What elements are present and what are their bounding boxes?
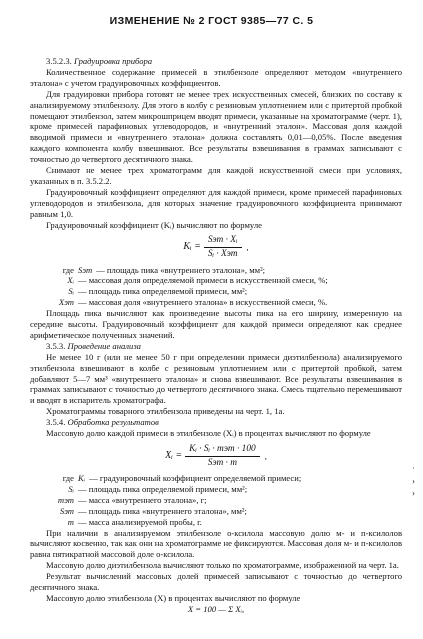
paragraph: Не менее 10 г (или не менее 50 г при определении примеси диэтилбензола) анализируемого этилбензола взвешивают в колбе с резиновым уплотнением или с притертой пробкой, затем добавляют 5—7 мм³ «внутреннего эталона» и снова взвешивают. Все результаты взвешивания в граммах записывают с точностью до четвертого десятичного знака. Смесь тщательно перемешивают и вводят в испаритель хроматографа. (30, 351, 402, 406)
formula-lhs: Xᵢ = (165, 449, 183, 461)
fraction-denominator: Sэт · m (207, 457, 238, 468)
definition-text: — площадь пика «внутреннего эталона», мм²; (96, 264, 266, 275)
paragraph: Результат вычислений массовых долей примесей записывают с точностью до четвертого десятичного знака. (30, 571, 402, 593)
section-number: 3.5.2.3. (46, 56, 72, 66)
definition-symbol: Xᵢ (67, 275, 74, 286)
definition-symbol: Sᵢ (68, 286, 74, 297)
definition-symbol: mэт (57, 494, 74, 505)
fraction-numerator: Kᵢ · Sᵢ · mэт · 100 (185, 444, 260, 457)
paragraph: Количественное содержание примесей в этилбензоле определяют методом «внутреннего эталона» с учетом градуировочных коэффициентов. (30, 66, 402, 88)
formula-impurity-fraction (30, 439, 402, 473)
definition-symbol: Sэт (78, 264, 93, 275)
section-number: 3.5.4. (46, 417, 66, 428)
document-body (30, 56, 402, 615)
definition-row (30, 517, 402, 528)
section-title: Обработка результатов (67, 417, 159, 428)
definition-text: — массовая доля определяемой примеси в искусственной смеси, %; (78, 275, 328, 286)
paragraph: Массовую долю каждой примеси в этилбензоле (Xᵢ) в процентах вычисляют по формуле (46, 428, 371, 439)
formula-ethylbenzene-total: X = 100 — Σ Xᵢ, (187, 603, 245, 614)
definitions-list (30, 473, 402, 528)
paragraph: Снимают не менее трех хроматограмм для каждой искусственной смеси при условиях, указанных в п. 3.5.2.2. (30, 165, 402, 186)
definition-row (30, 286, 402, 297)
paragraph: При наличии в анализируемом этилбензоле о-ксилола массовую долю м- и п-ксилолов вычисляют косвенно, так как они на хроматограмме не фиксируются. Массовая доля м- и п-ксилолов равна пятикратной массовой доле о-ксилола. (30, 527, 402, 560)
definition-text: — массовая доля «внутреннего эталона» в искусственной смеси, %. (78, 297, 328, 308)
definition-symbol: Sэт (59, 505, 74, 516)
definitions-lead: где (62, 264, 74, 275)
section-title: Проведение анализа (67, 340, 141, 351)
definition-row (30, 275, 402, 286)
definition-symbol: Kᵢ (78, 473, 86, 483)
definition-text: — градуировочный коэффициент определяемой примеси; (89, 473, 302, 483)
definition-row (30, 265, 402, 276)
section-title: Градуировка прибора (73, 56, 153, 66)
definition-text: — масса «внутреннего эталона», г; (78, 494, 207, 505)
definition-symbol: Sᵢ (68, 483, 74, 494)
section-heading-3-5-2-3 (30, 56, 402, 67)
definition-symbol: m (67, 516, 74, 527)
formula-calibration-coefficient (30, 231, 402, 265)
definition-row (30, 506, 402, 517)
definitions-list (30, 265, 402, 309)
definition-text: — площадь пика определяемой примеси, мм²; (78, 483, 248, 494)
definition-text: — масса анализируемой пробы, г. (78, 516, 202, 527)
section-number: 3.5.3. (46, 340, 66, 351)
paragraph: Для градуировки прибора готовят не менее трех искусственных смесей, близких по составу к анализируемому этилбензолу. Для этого в колбу с резиновым уплотнением или с притертой пробкой помещают этилбензол, затем микрошприцем вводят примеси, указанные на хроматограмме (черт. 1), кроме примесей парафиновых углеводородов, и «внутренний эталон». Массовая доля каждой вводимой примеси и «внутреннего эталона» должна составлять 0,01—0,05%. После введения каждого компонента колбу взвешивают. Все результаты взвешивания в граммах записывают с точностью до четвертого десятичного знака. (30, 88, 402, 165)
definition-text: — площадь пика определяемой примеси, мм²; (78, 286, 248, 297)
paragraph: Градуировочный коэффициент (Kᵢ) вычисляют по формуле (46, 219, 262, 230)
paragraph: Площадь пика вычисляют как произведение высоты пика на его ширину, измеренную на середине высоты. Градуировочный коэффициент для каждой примеси определяют как среднее арифметическое полученных значений. (30, 308, 402, 340)
section-heading-3-5-4 (30, 417, 402, 428)
definition-row (30, 495, 402, 506)
paragraph: Хроматограммы товарного этилбензола приведены на черт. 1, 1а. (46, 406, 285, 417)
paragraph: Массовую долю диэтилбензола вычисляют только по хроматограмме, изображенной на черт. 1а. (46, 560, 399, 571)
definition-text: — площадь пика «внутреннего эталона», мм²; (78, 505, 247, 516)
paragraph: Градуировочный коэффициент определяют для каждой примеси, кроме примесей парафиновых углеводородов и этилбензола, для которых значение градуировочного коэффициента принимают равным 1,0. (30, 186, 402, 219)
formula-tail: , (246, 242, 249, 253)
definition-row (30, 297, 402, 308)
margin-mark: ˙ (412, 466, 415, 476)
definitions-lead: где (62, 473, 74, 483)
paragraph: Массовую долю этилбензола (X) в процентах вычисляют по формуле (46, 592, 301, 603)
fraction (204, 235, 242, 260)
formula-lhs: Kᵢ = (183, 241, 201, 253)
definition-row (30, 473, 402, 484)
fraction-denominator: Sᵢ · Xэт (207, 249, 238, 259)
margin-mark: › (412, 488, 415, 498)
section-heading-3-5-3 (30, 341, 402, 352)
definition-symbol: Xэт (58, 297, 74, 308)
formula-tail: , (264, 450, 267, 461)
fraction (185, 444, 260, 469)
definition-row (30, 484, 402, 495)
page-header: ИЗМЕНЕНИЕ № 2 ГОСТ 9385—77 С. 5 (109, 15, 314, 27)
fraction-numerator: Sэт · Xᵢ (204, 235, 242, 248)
margin-mark: › (412, 476, 415, 486)
